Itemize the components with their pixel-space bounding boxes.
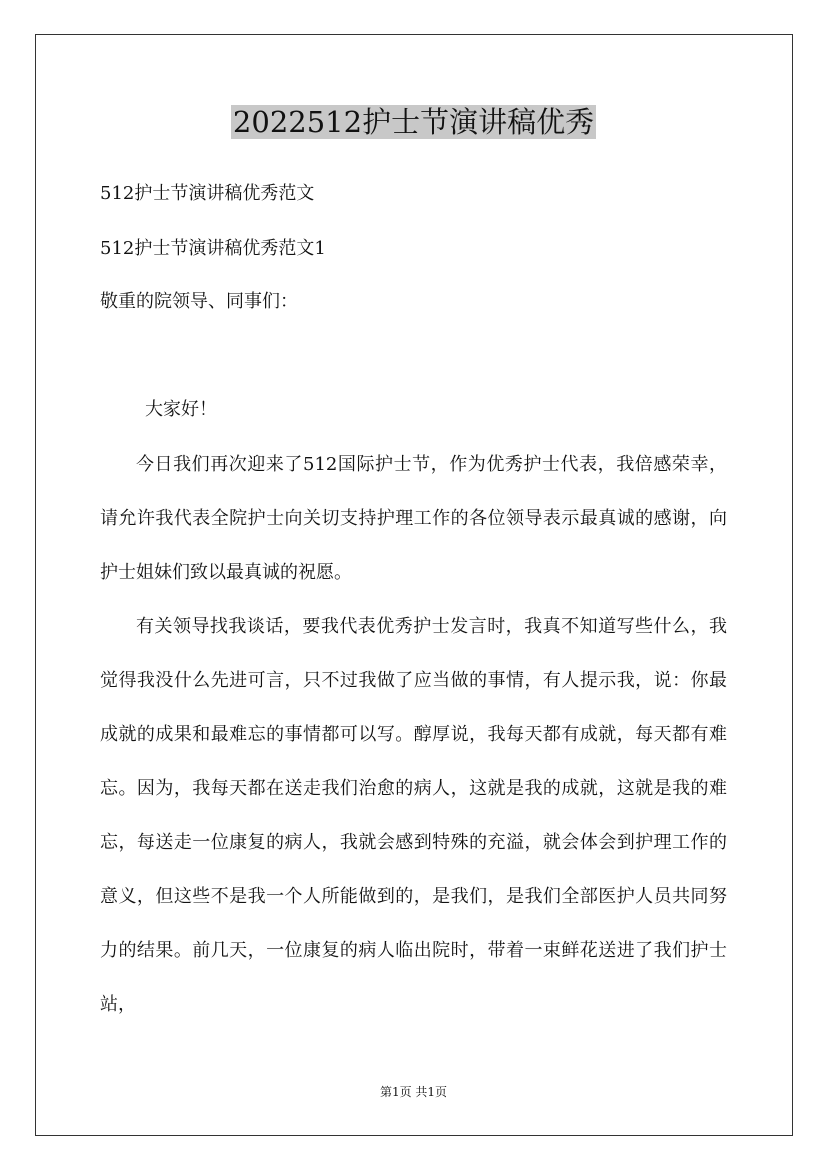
body-paragraph: 今日我们再次迎来了512国际护士节，作为优秀护士代表，我倍感荣幸，请允许我代表全院护士向关切支持护理工作的各位领导表示最真诚的感谢，向护士姐妹们致以最真诚的祝愿。	[100, 454, 727, 583]
greeting: 大家好！	[145, 399, 217, 420]
document-title	[0, 100, 827, 144]
body-paragraph: 有关领导找我谈话，要我代表优秀护士发言时，我真不知道写些什么，我觉得我没什么先进可言，只不过我做了应当做的事情，有人提示我，说：你最成就的成果和最难忘的事情都可以写。醇厚说，我每天都有成就，每天都有难忘。因为，我每天都在送走我们治愈的病人，这就是我的成就，这就是我的难忘，每送走一位康复的病人，我就会感到特殊的充溢，就会体会到护理工作的意义，但这些不是我一个人所能做到的，是我们，是我们全部医护人员共同努力的结果。前几天，一位康复的病人临出院时，带着一束鲜花送进了我们护士站，	[100, 616, 727, 1015]
salutation: 敬重的院领导、同事们：	[100, 291, 298, 312]
subtitle-1: 512护士节演讲稿优秀范文	[100, 183, 315, 204]
subtitle-2: 512护士节演讲稿优秀范文1	[100, 238, 326, 259]
document-title-text: 2022512护士节演讲稿优秀	[232, 105, 595, 139]
page-footer: 第1页 共1页	[379, 1085, 448, 1099]
